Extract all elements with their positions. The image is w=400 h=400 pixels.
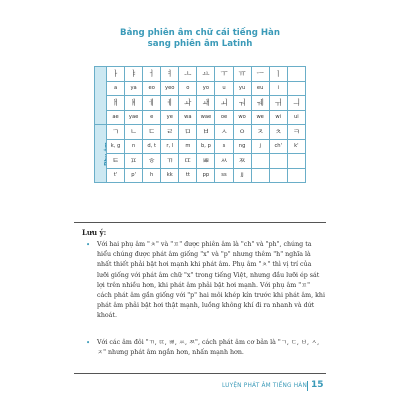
- romanization-table: [94, 66, 306, 183]
- table-cell: eu: [251, 81, 269, 96]
- consonant-row: [95, 168, 306, 183]
- table-cell: ㅗ: [179, 67, 197, 82]
- table-cell: ㄴ: [125, 125, 143, 140]
- table-cell: [251, 168, 269, 183]
- table-cell: yu: [233, 81, 251, 96]
- vowel-row: [95, 81, 306, 96]
- table-cell: ye: [161, 110, 179, 125]
- table-cell: ㅚ: [215, 96, 233, 111]
- table-cell: u: [215, 81, 233, 96]
- table-cell: ㅐ: [107, 96, 125, 111]
- table-cell: [287, 67, 305, 82]
- notes-bottom-rule: [74, 373, 326, 374]
- table-cell: b, p: [197, 139, 215, 154]
- bullet-2: •: [86, 339, 91, 347]
- table-cell: ㅓ: [143, 67, 161, 82]
- table-cell: ㄷ: [143, 125, 161, 140]
- notes-title: Lưu ý:: [82, 228, 107, 237]
- table-cell: ㅖ: [161, 96, 179, 111]
- table-cell: ㅒ: [125, 96, 143, 111]
- table-cell: eo: [143, 81, 161, 96]
- table-cell: ㅔ: [143, 96, 161, 111]
- table-cell: ㅅ: [215, 125, 233, 140]
- consonant-group-label-text: Phụ âm: [103, 141, 107, 166]
- vowel-row: [95, 67, 306, 82]
- table-cell: kk: [161, 168, 179, 183]
- table-cell: o: [179, 81, 197, 96]
- table-cell: yo: [197, 81, 215, 96]
- table-cell: ㅞ: [251, 96, 269, 111]
- table-cell: ㅘ: [179, 96, 197, 111]
- table-cell: ㅁ: [179, 125, 197, 140]
- consonant-row: [95, 125, 306, 140]
- table-cell: [269, 154, 287, 169]
- table-cell: p': [125, 168, 143, 183]
- table-cell: ㅙ: [197, 96, 215, 111]
- table-cell: [269, 168, 287, 183]
- table-cell: ㅂ: [197, 125, 215, 140]
- table-cell: [251, 154, 269, 169]
- table-cell: wi: [269, 110, 287, 125]
- table-cell: ㅑ: [125, 67, 143, 82]
- table-cell: k, g: [107, 139, 125, 154]
- table-cell: e: [143, 110, 161, 125]
- table-cell: ㄲ: [161, 154, 179, 169]
- consonant-row: [95, 139, 306, 154]
- consonant-row: [95, 154, 306, 169]
- note-paragraph-2: Với các âm đôi "ㄲ, ㄸ, ㅃ, ㅆ, ㅉ", cách phát âm cơ bản là "ㄱ, ㄷ, ㅂ, ㅅ, ㅈ" nhưng phát âm ngắn hơn, nhấn mạnh hơn.: [97, 339, 320, 357]
- table-cell: ㄹ: [161, 125, 179, 140]
- table-cell: tt: [179, 168, 197, 183]
- table-cell: ㅍ: [125, 154, 143, 169]
- table-cell: ㄱ: [107, 125, 125, 140]
- table-cell: ㅏ: [107, 67, 125, 82]
- table-cell: ui: [287, 110, 305, 125]
- table-cell: j: [251, 139, 269, 154]
- table-cell: k': [287, 139, 305, 154]
- page-number: 15: [311, 380, 324, 390]
- table-cell: ㅈ: [251, 125, 269, 140]
- table-cell: ㅟ: [269, 96, 287, 111]
- table-cell: a: [107, 81, 125, 96]
- table-cell: ㅆ: [215, 154, 233, 169]
- table-cell: yae: [125, 110, 143, 125]
- table-cell: wae: [197, 110, 215, 125]
- table-cell: ㅝ: [233, 96, 251, 111]
- table-cell: [287, 154, 305, 169]
- table-cell: ㅛ: [197, 67, 215, 82]
- table-cell: d, t: [143, 139, 161, 154]
- table-cell: ㅎ: [143, 154, 161, 169]
- table-cell: wo: [233, 110, 251, 125]
- table-title-line-1: Bảng phiên âm chữ cái tiếng Hàn: [120, 28, 280, 38]
- table-cell: s: [215, 139, 233, 154]
- table-cell: pp: [197, 168, 215, 183]
- bullet-1: •: [86, 241, 91, 249]
- table-cell: n: [125, 139, 143, 154]
- vowel-group-label: [95, 67, 107, 125]
- table-cell: ㅌ: [107, 154, 125, 169]
- table-cell: we: [251, 110, 269, 125]
- table-cell: r, l: [161, 139, 179, 154]
- table-cell: ng: [233, 139, 251, 154]
- table-cell: jj: [233, 168, 251, 183]
- table-cell: ch': [269, 139, 287, 154]
- table-cell: ae: [107, 110, 125, 125]
- notes-top-rule: [74, 222, 326, 223]
- table-cell: ㅢ: [287, 96, 305, 111]
- table-cell: ㅋ: [287, 125, 305, 140]
- footer-divider: [307, 381, 308, 391]
- table-cell: t': [107, 168, 125, 183]
- consonant-group-label: [95, 125, 107, 183]
- table-cell: i: [269, 81, 287, 96]
- table-cell: [287, 168, 305, 183]
- table-cell: ㄸ: [179, 154, 197, 169]
- table-cell: ㅉ: [233, 154, 251, 169]
- vowel-row: [95, 110, 306, 125]
- table-cell: ㅊ: [269, 125, 287, 140]
- footer-book-title: LUYỆN PHÁT ÂM TIẾNG HÀN: [222, 383, 307, 389]
- table-cell: [287, 81, 305, 96]
- table-title-line-2: sang phiên âm Latinh: [147, 39, 253, 49]
- table-cell: ㅇ: [233, 125, 251, 140]
- table-cell: wa: [179, 110, 197, 125]
- note-paragraph-1: Với hai phụ âm "ㅊ" và "ㅍ" được phiên âm là "ch" và "ph", chúng ta hiểu chúng được phát âm giống "x" và "p" nhưng thêm "h" nghĩa là nhất thiết phải bật hơi mạnh khi phát âm. Phụ âm "ㅊ" thì vị trí của lưỡi giống với phát âm chữ "x" trong tiếng Việt, nhưng đầu lưỡi ép sát lợi trên nhiều hơn, khi phát âm phải bật hơi mạnh. Với phụ âm "ㅍ" cách phát âm gần giống với "p" hai môi khép kín trước khi phát âm, khi phát âm phải bật hơi thật mạnh, luồng không khí đi ra nhanh và dứt khoát.: [97, 241, 325, 320]
- table-cell: yeo: [161, 81, 179, 96]
- table-cell: ss: [215, 168, 233, 183]
- table-cell: ㅕ: [161, 67, 179, 82]
- table-cell: h: [143, 168, 161, 183]
- table-cell: oe: [215, 110, 233, 125]
- table-cell: ya: [125, 81, 143, 96]
- table-cell: ㅠ: [233, 67, 251, 82]
- table-cell: ㅡ: [251, 67, 269, 82]
- table-cell: ㅜ: [215, 67, 233, 82]
- vowel-row: [95, 96, 306, 111]
- table-cell: ㅣ: [269, 67, 287, 82]
- table-cell: m: [179, 139, 197, 154]
- table-cell: ㅃ: [197, 154, 215, 169]
